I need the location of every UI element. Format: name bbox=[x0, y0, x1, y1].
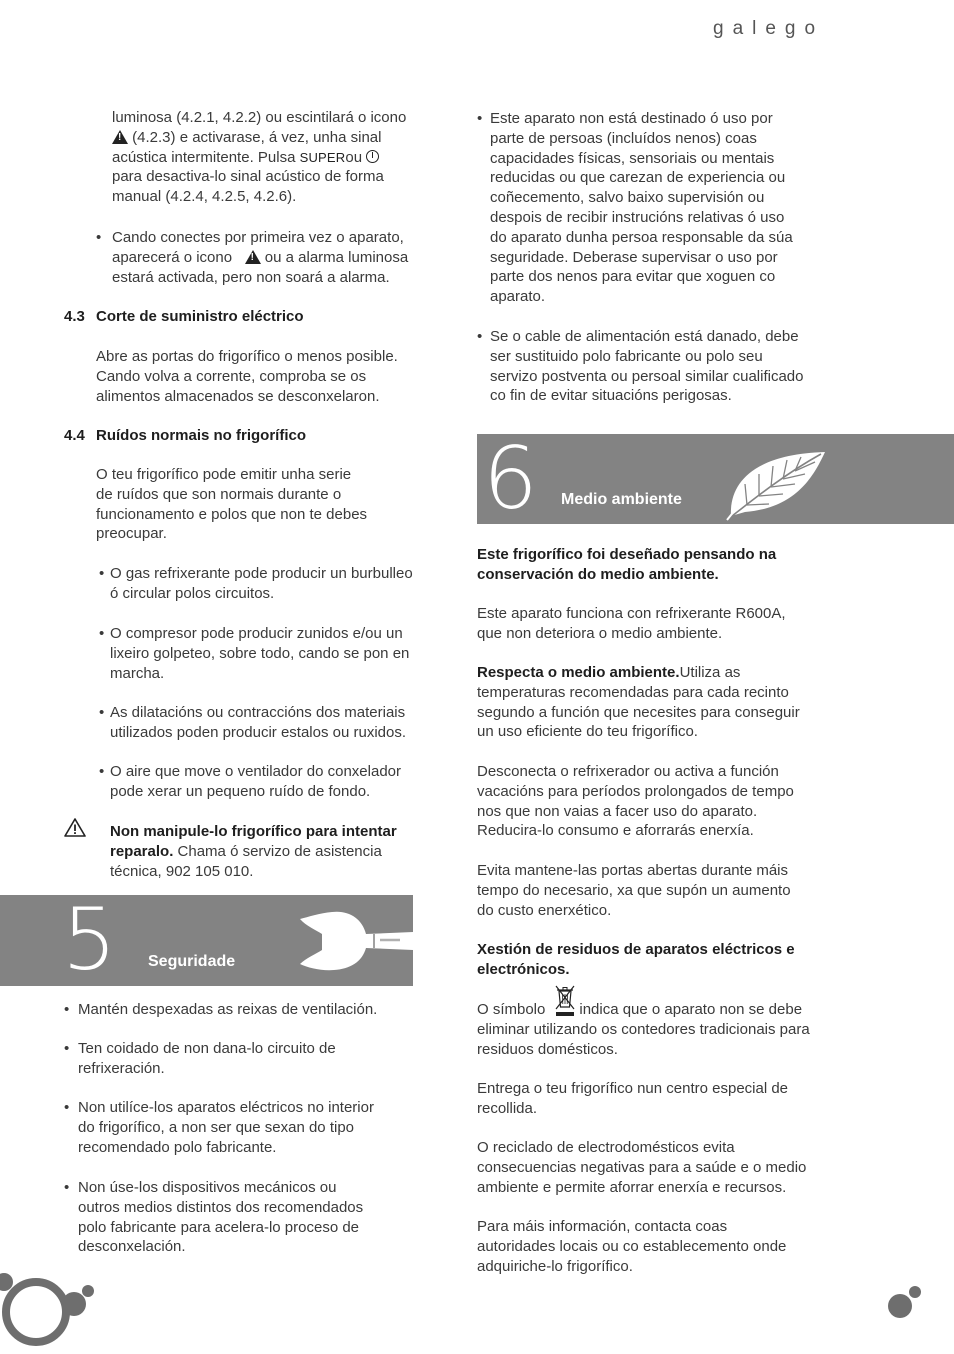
section-4-3-title: Corte de suministro eléctrico bbox=[96, 308, 304, 325]
waste-paragraph: O símbolo indica que o aparato non se debe eliminar utilizando os contedores tradicionais para residuos domésticos. bbox=[477, 1001, 810, 1058]
decorative-circles-left bbox=[0, 1262, 100, 1354]
warning-icon bbox=[112, 130, 128, 144]
section-6-number: 6 bbox=[483, 429, 538, 529]
section-4-3-body: Abre as portas do frigorífico o menos posible. Cando volva a corrente, comproba se os alimentos almacenados se desconxelaron. bbox=[96, 348, 398, 405]
respect-paragraph: Respecta o medio ambiente.Utiliza as temperaturas recomendadas para cada recinto segundo a función que necesites para conseguir un uso eficiente do teu frigorífico. bbox=[477, 664, 800, 741]
doors-paragraph: Evita mantene-las portas abertas durante máis tempo do necesario, xa que supón un aumento do custo enerxético. bbox=[477, 862, 791, 919]
list-item: • O aire que move o ventilador do conxelador pode xerar un pequeno ruído de fondo. bbox=[99, 763, 402, 800]
list-item: • Non úse-los dispositivos mecánicos ou outros medios distintos dos recomendados polo fabricante para acelera-lo proceso de desconxelación. bbox=[64, 1179, 364, 1256]
crossed-bin-icon bbox=[553, 983, 577, 1017]
section-4-4-title: Ruídos normais no frigorífico bbox=[96, 427, 307, 444]
list-item: • Non utilíce-los aparatos eléctricos no interior do frigorífico, a non ser que sexan do tipo recomendado polo fabricante. bbox=[64, 1099, 374, 1156]
leaf-icon bbox=[725, 442, 829, 522]
list-item: • Se o cable de alimentación está danado, debe ser sustituido polo fabricante ou polo seu servizo postventa ou persoal similar cualificado co fin de evitar situacións perigosas. bbox=[477, 328, 804, 405]
alarm-continuation: luminosa (4.2.1, 4.2.2) ou escintilará o icono ! (4.2.3) e activarase, á vez, unha sinal acústica intermitente. Pulsa SUPERou para desactiva-lo sinal acústico de forma manual (4.2.4, 4.2.5, 4.2.6). bbox=[112, 108, 422, 207]
section-6-title: Medio ambiente bbox=[561, 491, 682, 508]
power-icon bbox=[366, 150, 379, 163]
warning-icon bbox=[64, 818, 86, 837]
language-label: galego bbox=[713, 18, 825, 39]
list-item: • As dilatacións ou contraccións dos materiais utilizados poden producir estalos ou ruxidos. bbox=[99, 704, 407, 741]
waste-title: Xestión de residuos de aparatos eléctricos e electrónicos. bbox=[477, 941, 795, 978]
list-item: • Mantén despexadas as reixas de ventilación. bbox=[64, 1001, 378, 1018]
list-item: • O gas refrixerante pode producir un burbulleo ó circular polos circuitos. bbox=[99, 565, 413, 602]
collection-paragraph: Entrega o teu frigorífico nun centro especial de recollida. bbox=[477, 1080, 789, 1117]
disconnect-paragraph: Desconecta o refrixerador ou activa a función vacacións para períodos prolongados de tempo nos que non vaias a facer uso do aparato. Reducira-lo consumo e aforrarás enerxía. bbox=[477, 763, 794, 840]
recycling-paragraph: O reciclado de electrodomésticos evita consecuencias negativas para a saúde e o medio ambiente e permite aforrar enerxía e recursos. bbox=[477, 1139, 807, 1196]
super-label: SUPER bbox=[299, 149, 346, 165]
repair-warning: Non manipule-lo frigorífico para intentar reparalo. Chama ó servizo de asistencia técnica, 902 105 010. bbox=[110, 823, 397, 880]
first-connection-note: • Cando conectes por primeira vez o aparato, aparecerá o icono ! ou a alarma luminosa estará activada, pero non soará a alarma. bbox=[96, 228, 426, 287]
decorative-circles-right bbox=[882, 1282, 926, 1322]
section-5-header bbox=[0, 890, 413, 990]
section-6-lead: Este frigorífico foi deseñado pensando na conservación do medio ambiente. bbox=[477, 546, 777, 583]
warning-icon bbox=[245, 250, 261, 264]
list-item: • O compresor pode producir zunidos e/ou un lixeiro golpeteo, sobre todo, cando se pon en marcha. bbox=[99, 625, 410, 682]
section-4-4-intro: O teu frigorífico pode emitir unha serie de ruídos que son normais durante o funcionamento e polos que non te debes preocupar. bbox=[96, 466, 368, 543]
section-4-4-number: 4.4 bbox=[64, 427, 85, 444]
list-item: • Ten coidado de non dana-lo circuito de refrixeración. bbox=[64, 1040, 336, 1077]
wrench-icon bbox=[292, 910, 413, 972]
refrigerant-paragraph: Este aparato funciona con refrixerante R600A, que non deteriora o medio ambiente. bbox=[477, 605, 786, 642]
info-paragraph: Para máis información, contacta coas autoridades locais ou co establecemento onde adquiriche-lo frigorífico. bbox=[477, 1218, 787, 1275]
section-4-3-number: 4.3 bbox=[64, 308, 85, 325]
section-6-header bbox=[477, 429, 954, 529]
section-5-number: 5 bbox=[62, 890, 117, 990]
section-5-title: Seguridade bbox=[148, 953, 236, 970]
list-item: • Este aparato non está destinado ó uso por parte de persoas (incluídos nenos) coas capacidades físicas, sensoriais ou mentais reducidas ou que carezan de experiencia ou coñecemento, salvo baixo supervisión ou despois de recibir instrucións relativas ó uso do aparato dunha persoa responsable da súa seguridade. Deberase supervisar o uso por parte dos nenos para evitar que xoguen co aparato. bbox=[477, 110, 793, 306]
